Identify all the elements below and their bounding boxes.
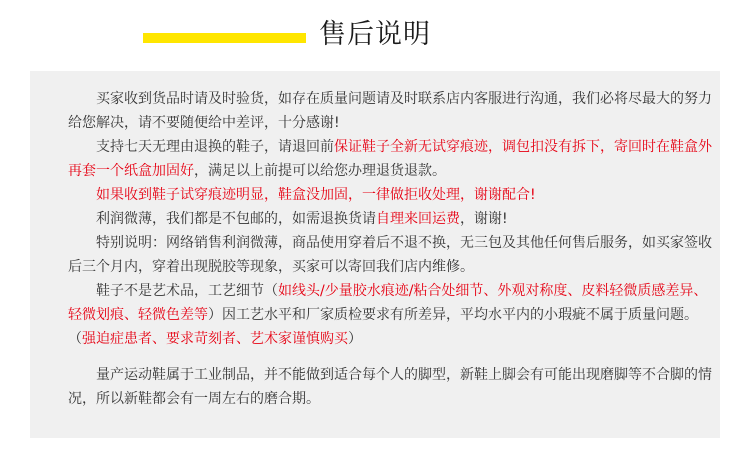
notice-paragraph-inspection: 买家收到货品时请及时验货，如存在质量问题请及时联系店内客服进行沟通，我们必将尽最大的努力给您解决，请不要随便给中差评，十分感谢! [68,91,712,131]
craft-details-highlight: 如线头/少量胶水痕迹/粘合处细节、外观对称度、皮料轻微质感差异、轻微划痕、轻微色差等 [68,283,708,323]
shipping-text-outro: ，谢谢! [460,211,508,227]
returns-text-outro: ，满足以上前提可以给您办理退货退款。 [194,163,446,179]
notice-paragraph-special: 特别说明：网络销售利润微薄，商品使用穿着后不退不换，无三包及其他任何售后服务，如买家签收后三个月内，穿着出现脱胶等现象，买家可以寄回我们店内维修。 [68,235,712,275]
page-title: 售后说明 [319,19,431,50]
notice-paragraph-fit: 量产运动鞋属于工业制品，并不能做到适合每个人的脚型，新鞋上脚会有可能出现磨脚等不合脚的情况，所以新鞋都会有一周左右的磨合期。 [68,367,712,407]
title-section [0,0,750,66]
notice-paragraph-craftsmanship [68,279,714,351]
craft-text-middle: ）因工艺水平和厂家质检要求有所差异，平均水平内的小瑕疵不属于质量问题。（ [68,307,698,347]
returns-conditions-highlight: 保证鞋子全新无试穿痕迹，调包扣没有拆下，寄回时在鞋盒外再套一个纸盒加固好 [68,139,712,179]
after-sales-notice-panel [30,71,720,438]
craft-text-close: ） [348,331,362,347]
notice-paragraph-shipping [68,207,714,231]
paragraph-spacer [68,351,714,363]
shipping-fee-highlight: 自理来回运费 [376,211,460,227]
notice-paragraph-returns [68,135,714,183]
craft-text-intro: 鞋子不是艺术品，工艺细节（ [96,283,278,299]
craft-buyer-warning-highlight: 强迫症患者、要求苛刻者、艺术家谨慎购买 [82,331,348,347]
returns-text-intro: 支持七天无理由退换的鞋子，请退回前 [96,139,334,155]
shipping-text-intro: 利润微薄，我们都是不包邮的，如需退换货请 [96,211,376,227]
refusal-warning-highlight: 如果收到鞋子试穿痕迹明显，鞋盒没加固，一律做拒收处理，谢谢配合! [96,187,536,203]
notice-paragraph-refusal [68,183,714,207]
